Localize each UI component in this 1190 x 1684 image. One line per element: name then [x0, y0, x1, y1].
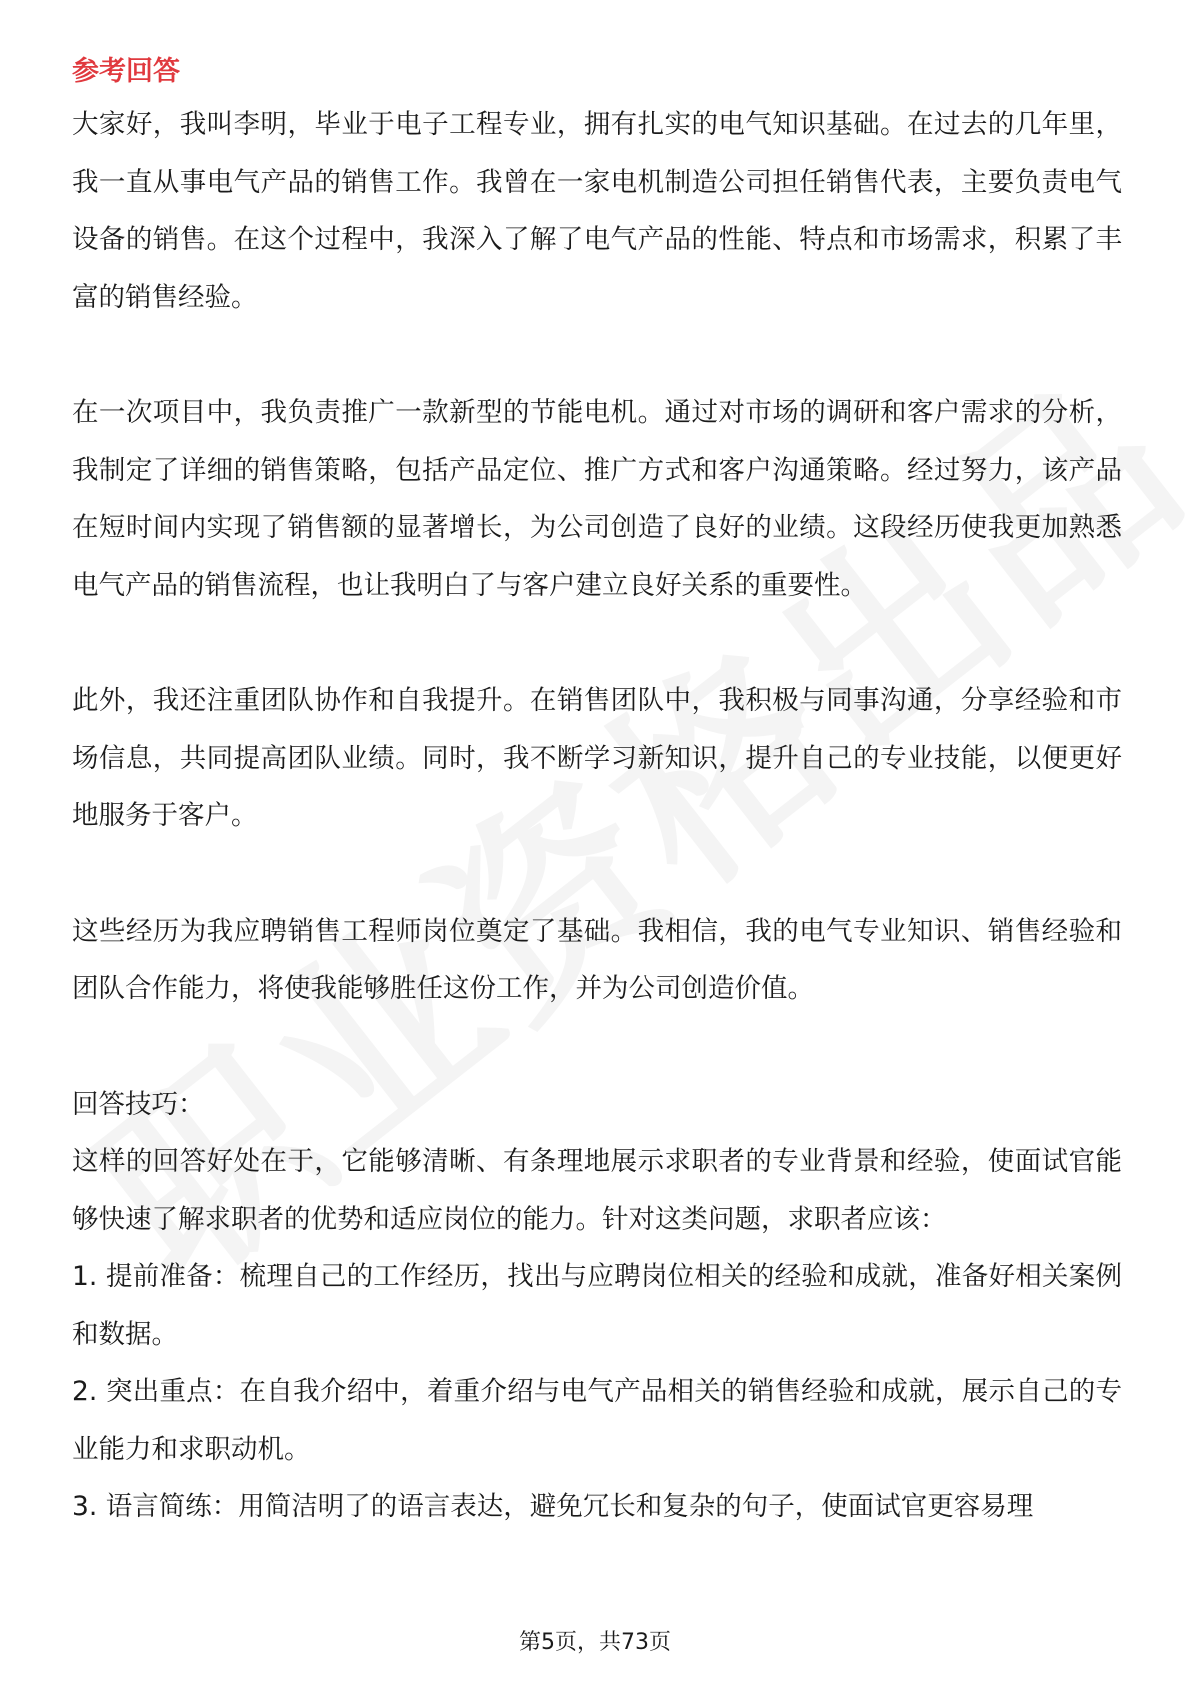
section-heading: 参考回答	[72, 56, 180, 87]
paragraph-gap	[72, 845, 1122, 903]
answer-paragraph-2: 在一次项目中，我负责推广一款新型的节能电机。通过对市场的调研和客户需求的分析，我制定了详细的销售策略，包括产品定位、推广方式和客户沟通策略。经过努力，该产品在短时间内实现了销售额的显著增长，为公司创造了良好的业绩。这段经历使我更加熟悉电气产品的销售流程，也让我明白了与客户建立良好关系的重要性。	[72, 397, 1122, 601]
page-content	[72, 52, 1122, 1536]
answer-paragraph-1: 大家好，我叫李明，毕业于电子工程专业，拥有扎实的电气知识基础。在过去的几年里，我一直从事电气产品的销售工作。我曾在一家电机制造公司担任销售代表，主要负责电气设备的销售。在这个过程中，我深入了解了电气产品的性能、特点和市场需求，积累了丰富的销售经验。	[72, 109, 1122, 313]
tips-item-2: 2. 突出重点：在自我介绍中，着重介绍与电气产品相关的销售经验和成就，展示自己的专业能力和求职动机。	[72, 1376, 1122, 1465]
paragraph-gap	[72, 326, 1122, 384]
paragraph-gap	[72, 614, 1122, 672]
answer-paragraph-4: 这些经历为我应聘销售工程师岗位奠定了基础。我相信，我的电气专业知识、销售经验和团队合作能力，将使我能够胜任这份工作，并为公司创造价值。	[72, 915, 1122, 1004]
tips-item-1: 1. 提前准备：梳理自己的工作经历，找出与应聘岗位相关的经验和成就，准备好相关案例和数据。	[72, 1261, 1122, 1350]
page-number-footer: 第5页，共73页	[519, 1630, 671, 1655]
tips-title: 回答技巧：	[72, 1088, 205, 1120]
tips-item-3: 3. 语言简练：用简洁明了的语言表达，避免冗长和复杂的句子，使面试官更容易理	[72, 1491, 1034, 1522]
paragraph-gap	[72, 1018, 1122, 1076]
answer-paragraph-3: 此外，我还注重团队协作和自我提升。在销售团队中，我积极与同事沟通，分享经验和市场信息，共同提高团队业绩。同时，我不断学习新知识，提升自己的专业技能，以便更好地服务于客户。	[72, 685, 1122, 831]
tips-intro: 这样的回答好处在于，它能够清晰、有条理地展示求职者的专业背景和经验，使面试官能够快速了解求职者的优势和适应岗位的能力。针对这类问题，求职者应该：	[72, 1146, 1122, 1235]
